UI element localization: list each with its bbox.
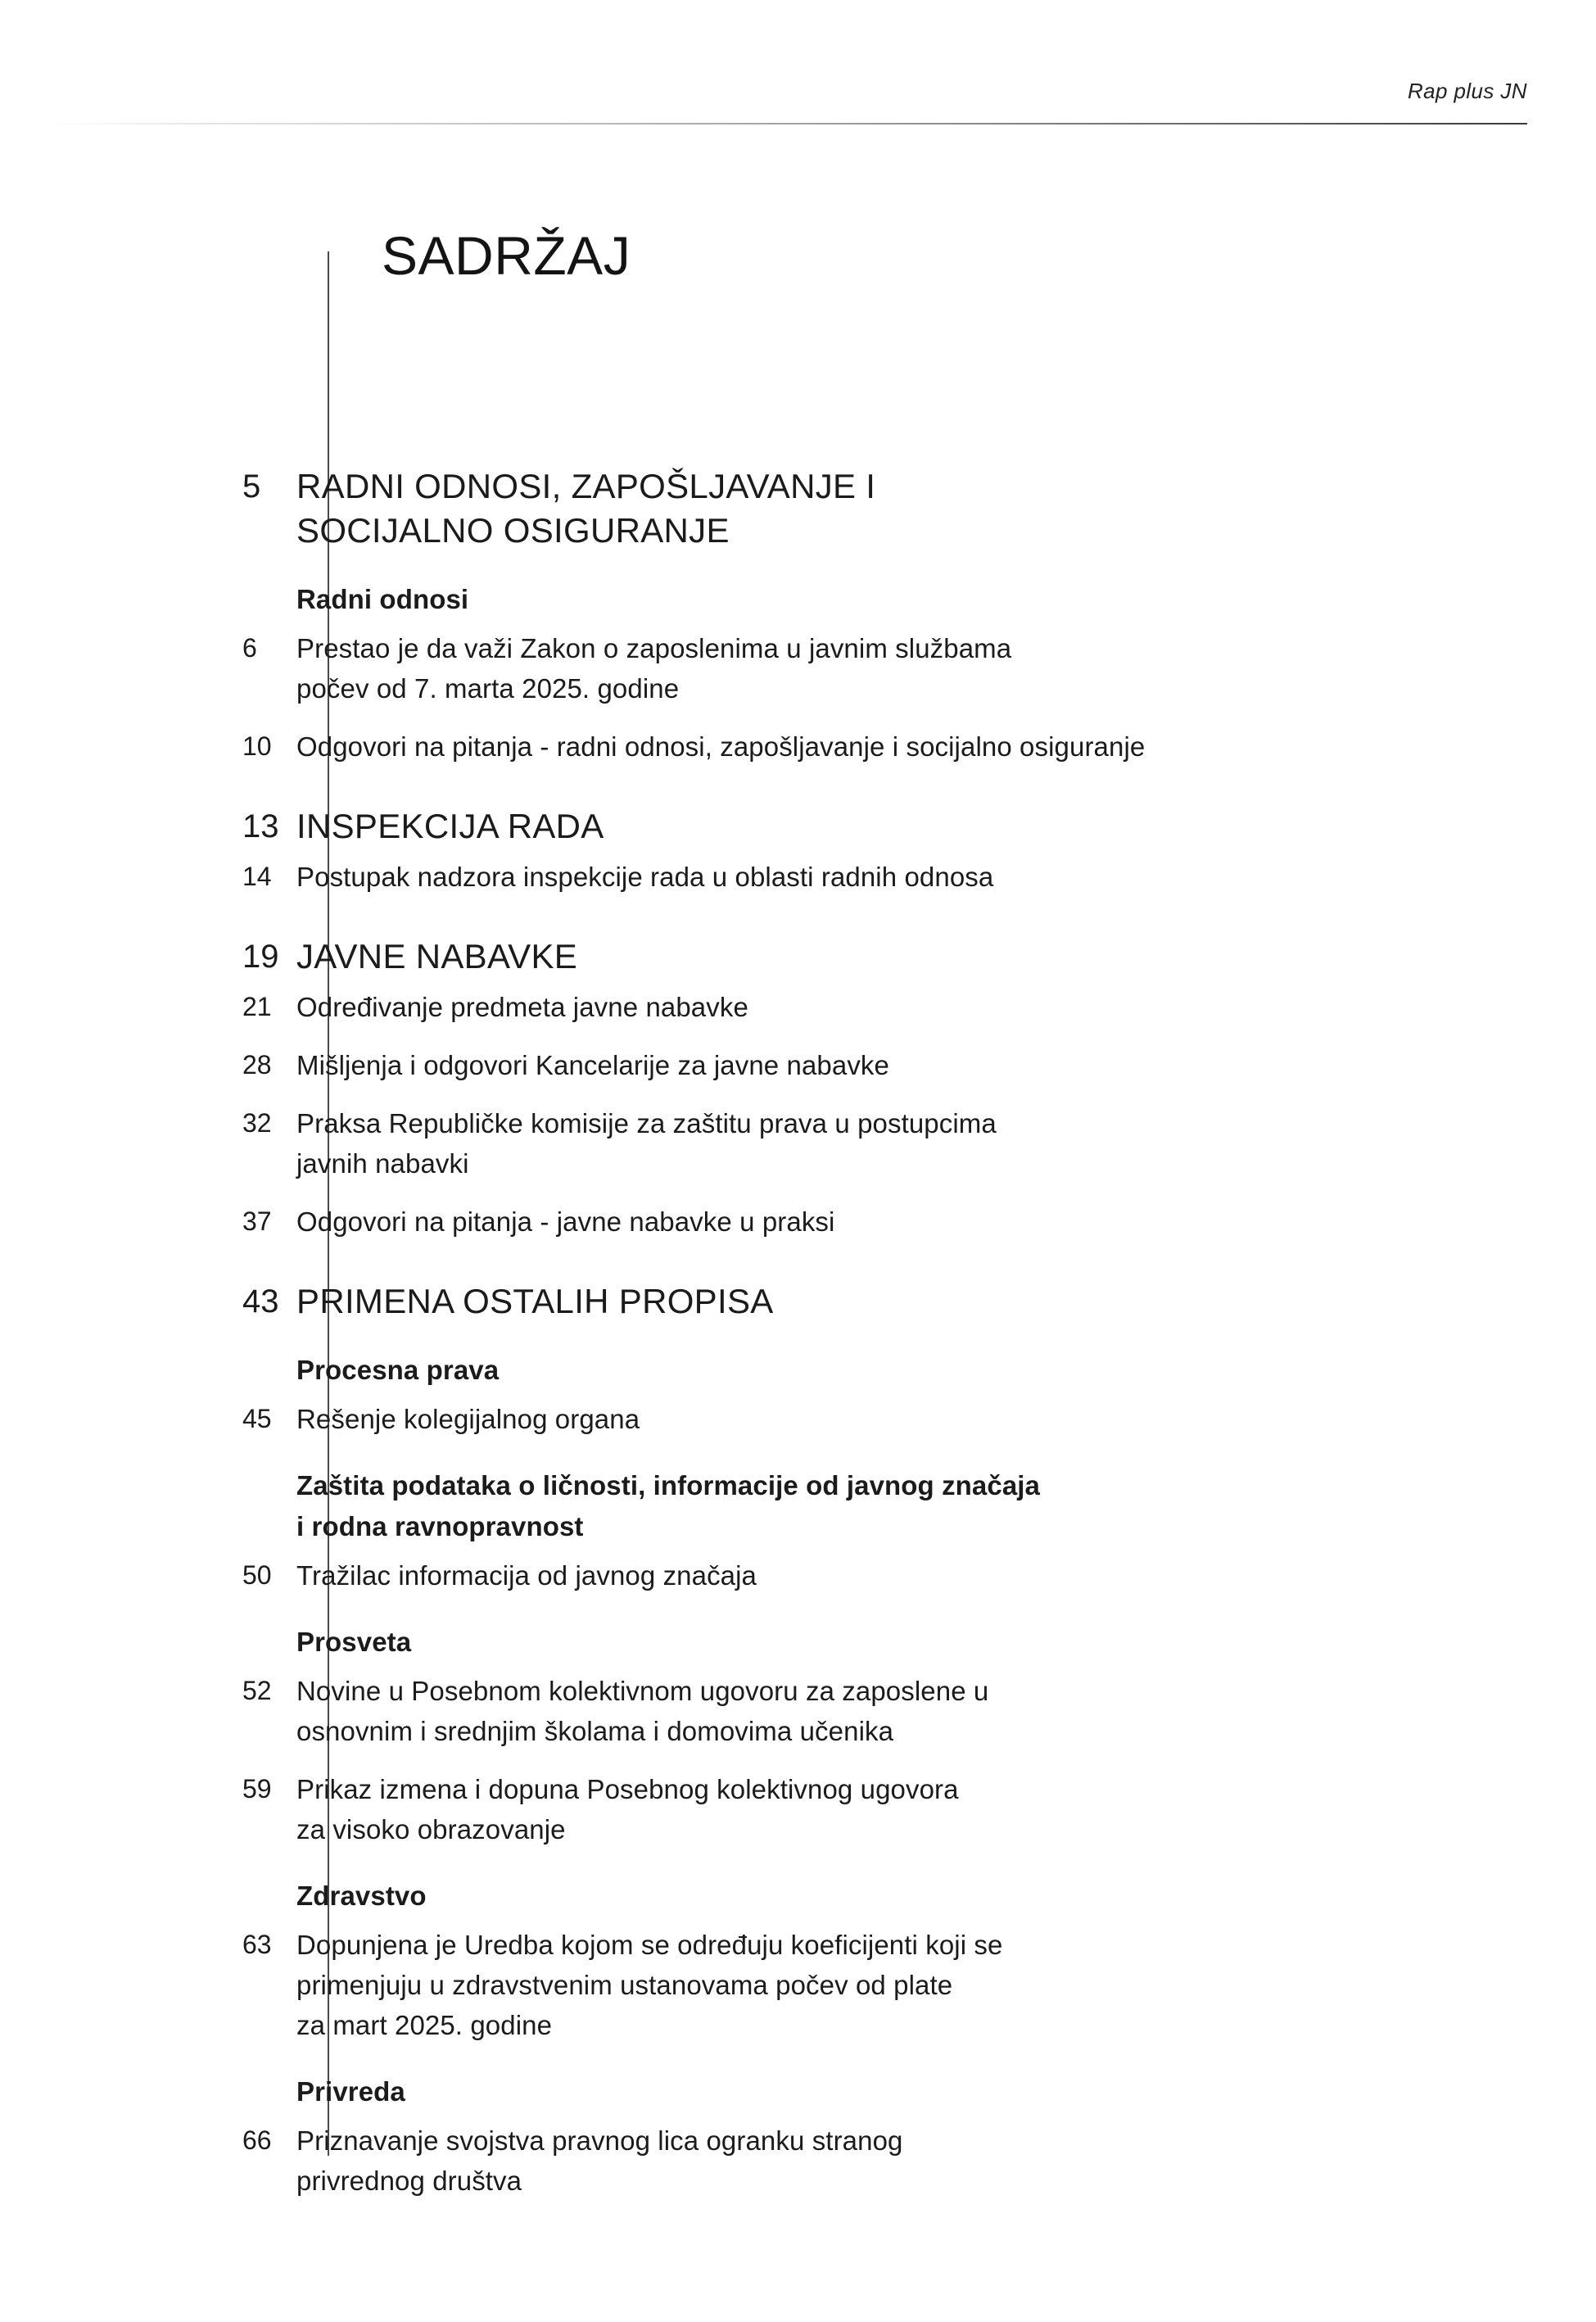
toc-group-heading-row[interactable]	[0, 1465, 1596, 1547]
row-spacer	[0, 708, 1596, 726]
row-spacer	[0, 1663, 1596, 1671]
row-spacer	[0, 1391, 1596, 1399]
toc-entry-title: Prestao je da važi Zakon o zaposlenima u javnim službama počev od 7. marta 2025. godine	[296, 633, 1012, 704]
toc-page-number: 63	[242, 1930, 272, 1959]
toc-entry-title: Praksa Republičke komisije za zaštitu prava u postupcima javnih nabavki	[296, 1108, 997, 1179]
toc-page-number: 6	[242, 633, 257, 663]
row-spacer	[0, 1324, 1596, 1350]
toc-item-row[interactable]	[0, 2121, 1596, 2201]
toc-entry-title: Tražilac informacija od javnog značaja	[296, 1560, 757, 1591]
toc-item-row[interactable]	[0, 857, 1596, 897]
toc-item-row[interactable]	[0, 1769, 1596, 1849]
toc-item-row[interactable]	[0, 1399, 1596, 1439]
row-spacer	[0, 1596, 1596, 1622]
row-spacer	[0, 553, 1596, 579]
toc-page-number: 28	[242, 1050, 272, 1080]
toc-entry-title: Prikaz izmena i dopuna Posebnog kolektivnog ugovora za visoko obrazovanje	[296, 1774, 959, 1844]
row-spacer	[0, 767, 1596, 804]
toc-item-row[interactable]	[0, 1045, 1596, 1085]
toc-page-number: 66	[242, 2125, 272, 2155]
toc-entry-title: Zaštita podataka o ličnosti, informacije od javnog značaja i rodna ravnopravnost	[296, 1470, 1041, 1541]
toc-group-heading-row[interactable]	[0, 1622, 1596, 1663]
toc-page-number: 43	[242, 1283, 279, 1319]
toc-item-row[interactable]	[0, 628, 1596, 708]
toc-entry-title: Postupak nadzora inspekcije rada u oblasti radnih odnosa	[296, 862, 994, 892]
row-spacer	[0, 1917, 1596, 1925]
row-spacer	[0, 1751, 1596, 1769]
toc-entry-title: INSPEKCIJA RADA	[296, 807, 604, 845]
row-spacer	[0, 1184, 1596, 1202]
row-spacer	[0, 849, 1596, 857]
toc-entry-title: Privreda	[296, 2076, 405, 2107]
toc-item-row[interactable]	[0, 1202, 1596, 1242]
toc-page-number: 5	[242, 468, 261, 505]
row-spacer	[0, 897, 1596, 935]
toc-entry-title: Određivanje predmeta javne nabavke	[296, 992, 748, 1022]
toc-item-row[interactable]	[0, 987, 1596, 1027]
toc-entry-title: Dopunjena je Uredba kojom se određuju koeficijenti koji se primenjuju u zdravstvenim ustanovama počev od plate za mart 2025. godine	[296, 1930, 1003, 2040]
row-spacer	[0, 2045, 1596, 2071]
toc-page-number: 14	[242, 862, 272, 891]
row-spacer	[0, 979, 1596, 987]
toc-item-row[interactable]	[0, 1671, 1596, 1751]
row-spacer	[0, 620, 1596, 628]
running-header-title: Rap plus JN	[1407, 79, 1527, 103]
toc-group-heading-row[interactable]	[0, 579, 1596, 620]
toc-page-number: 21	[242, 992, 272, 1021]
toc-section-row[interactable]	[0, 804, 1596, 849]
toc-section-row[interactable]	[0, 1279, 1596, 1324]
toc-entry-title: PRIMENA OSTALIH PROPISA	[296, 1282, 774, 1320]
toc-entry-title: Rešenje kolegijalnog organa	[296, 1404, 640, 1434]
toc-item-row[interactable]	[0, 1925, 1596, 2045]
toc-page-number: 50	[242, 1560, 272, 1590]
toc-entry-title: Prosveta	[296, 1627, 412, 1657]
toc-page-number: 52	[242, 1676, 272, 1705]
row-spacer	[0, 1439, 1596, 1465]
row-spacer	[0, 1085, 1596, 1103]
page-title: SADRŽAJ	[382, 225, 631, 286]
toc-item-row[interactable]	[0, 1555, 1596, 1596]
row-spacer	[0, 1849, 1596, 1876]
row-spacer	[0, 1027, 1596, 1045]
toc-group-heading-row[interactable]	[0, 2071, 1596, 2112]
toc-entry-title: Zdravstvo	[296, 1881, 427, 1911]
toc-entry-title: Procesna prava	[296, 1355, 500, 1385]
toc-entry-title: Radni odnosi	[296, 584, 469, 614]
toc-item-row[interactable]	[0, 1103, 1596, 1184]
toc-entry-list	[0, 464, 1596, 2201]
row-spacer	[0, 1242, 1596, 1279]
toc-group-heading-row[interactable]	[0, 1876, 1596, 1917]
toc-entry-title: JAVNE NABAVKE	[296, 937, 578, 975]
toc-page-number: 45	[242, 1404, 272, 1433]
toc-group-heading-row[interactable]	[0, 1350, 1596, 1391]
toc-page-number: 10	[242, 731, 272, 761]
toc-entry-title: Odgovori na pitanja - javne nabavke u praksi	[296, 1206, 835, 1237]
toc-item-row[interactable]	[0, 726, 1596, 767]
toc-page-number: 19	[242, 939, 279, 975]
toc-entry-title: RADNI ODNOSI, ZAPOŠLJAVANJE I SOCIJALNO OSIGURANJE	[296, 467, 876, 550]
toc-page-number: 59	[242, 1774, 272, 1804]
toc-page-number: 13	[242, 808, 279, 844]
toc-page-number: 32	[242, 1108, 272, 1138]
toc-entry-title: Novine u Posebnom kolektivnom ugovoru za zaposlene u osnovnim i srednjim školama i domovima učenika	[296, 1676, 989, 1746]
toc-entry-title: Odgovori na pitanja - radni odnosi, zapošljavanje i socijalno osiguranje	[296, 731, 1146, 762]
row-spacer	[0, 2112, 1596, 2121]
toc-section-row[interactable]	[0, 464, 1596, 553]
toc-entry-title: Priznavanje svojstva pravnog lica ogranku stranog privrednog društva	[296, 2125, 903, 2196]
toc-page-number: 37	[242, 1206, 272, 1236]
toc-entry-title: Mišljenja i odgovori Kancelarije za javne nabavke	[296, 1050, 889, 1080]
row-spacer	[0, 1547, 1596, 1555]
toc-section-row[interactable]	[0, 935, 1596, 979]
